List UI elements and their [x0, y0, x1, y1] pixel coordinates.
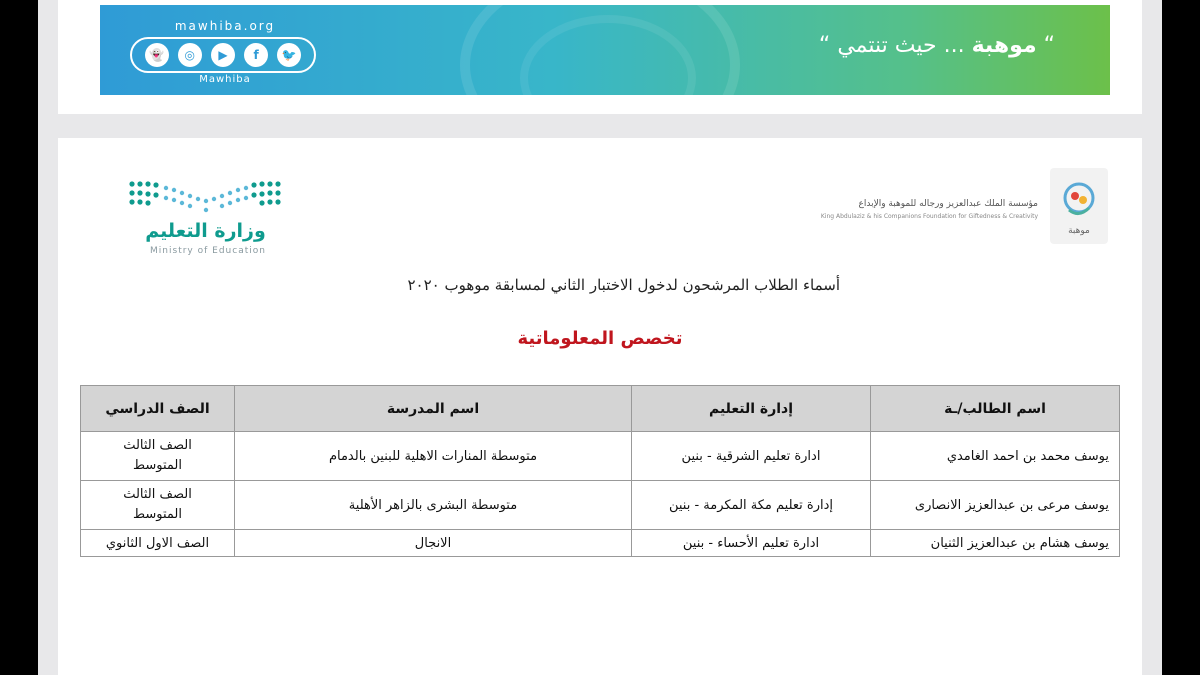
- slogan: [819, 33, 1055, 58]
- brand-name: Mawhiba: [199, 74, 251, 85]
- grade-line-2: المتوسط: [133, 458, 182, 473]
- cell-student-name: يوسف مرعى بن عبدالعزيز الانصارى: [871, 481, 1120, 530]
- social-links: [130, 19, 320, 83]
- facebook-icon: f: [244, 43, 268, 67]
- twitter-icon: 🐦: [277, 43, 301, 67]
- mawhiba-foundation-logo: [1050, 168, 1108, 244]
- cell-grade: الصف الاول الثانوي: [81, 530, 235, 557]
- table-row: [81, 432, 1120, 481]
- document-subtitle: تخصص المعلوماتية: [517, 328, 683, 349]
- candidates-table: [80, 385, 1120, 557]
- ministry-name-ar: وزارة التعليم: [145, 220, 266, 242]
- site-url: mawhiba.org: [174, 19, 276, 33]
- ministry-dots-icon: [128, 180, 288, 216]
- header-school: اسم المدرسة: [235, 386, 632, 432]
- ministry-of-education-logo: [128, 180, 288, 260]
- foundation-name-en: King Abdulaziz & his Companions Foundation for Giftedness & Creativity: [820, 213, 1038, 220]
- social-icons-row: [130, 37, 316, 73]
- mawhiba-symbol-icon: [1059, 178, 1099, 222]
- document-title: أسماء الطلاب المرشحون لدخول الاختبار الثاني لمسابقة موهوب ٢٠٢٠: [407, 276, 840, 294]
- cell-education-admin: إدارة تعليم مكة المكرمة - بنين: [632, 481, 871, 530]
- instagram-icon: ◎: [178, 43, 202, 67]
- cell-education-admin: ادارة تعليم الشرقية - بنين: [632, 432, 871, 481]
- table-row: [81, 481, 1120, 530]
- youtube-icon: ▶: [211, 43, 235, 67]
- slogan-brand: موهبة: [971, 33, 1037, 58]
- foundation-name-ar: مؤسسة الملك عبدالعزيز ورجاله للموهبة والإبداع: [858, 199, 1038, 209]
- grade-line-1: الصف الثالث: [123, 487, 192, 502]
- table-row: [81, 530, 1120, 557]
- snapchat-icon: 👻: [145, 43, 169, 67]
- cell-school: متوسطة المنارات الاهلية للبنين بالدمام: [235, 432, 632, 481]
- cell-student-name: يوسف محمد بن احمد الغامدي: [871, 432, 1120, 481]
- slogan-quote-close: “: [818, 33, 831, 58]
- grade-line-2: المتوسط: [133, 507, 182, 522]
- mawhiba-banner: [100, 5, 1110, 95]
- header-student-name: اسم الطالب/ـة: [871, 386, 1120, 432]
- header-grade: الصف الدراسي: [81, 386, 235, 432]
- cell-student-name: يوسف هشام بن عبدالعزيز الثنيان: [871, 530, 1120, 557]
- table-header-row: [81, 386, 1120, 432]
- cell-school: الانجال: [235, 530, 632, 557]
- header-education-admin: إدارة التعليم: [632, 386, 871, 432]
- foundation-label: موهبة: [1068, 226, 1090, 236]
- ministry-name-en: Ministry of Education: [150, 246, 266, 256]
- slogan-rest: ... حيث تنتمي: [837, 33, 972, 58]
- cell-school: متوسطة البشرى بالزاهر الأهلية: [235, 481, 632, 530]
- cell-grade: [81, 432, 235, 481]
- cell-grade: [81, 481, 235, 530]
- cell-education-admin: ادارة تعليم الأحساء - بنين: [632, 530, 871, 557]
- slogan-quote-open: “: [1043, 33, 1055, 58]
- grade-line-1: الصف الثالث: [123, 438, 192, 453]
